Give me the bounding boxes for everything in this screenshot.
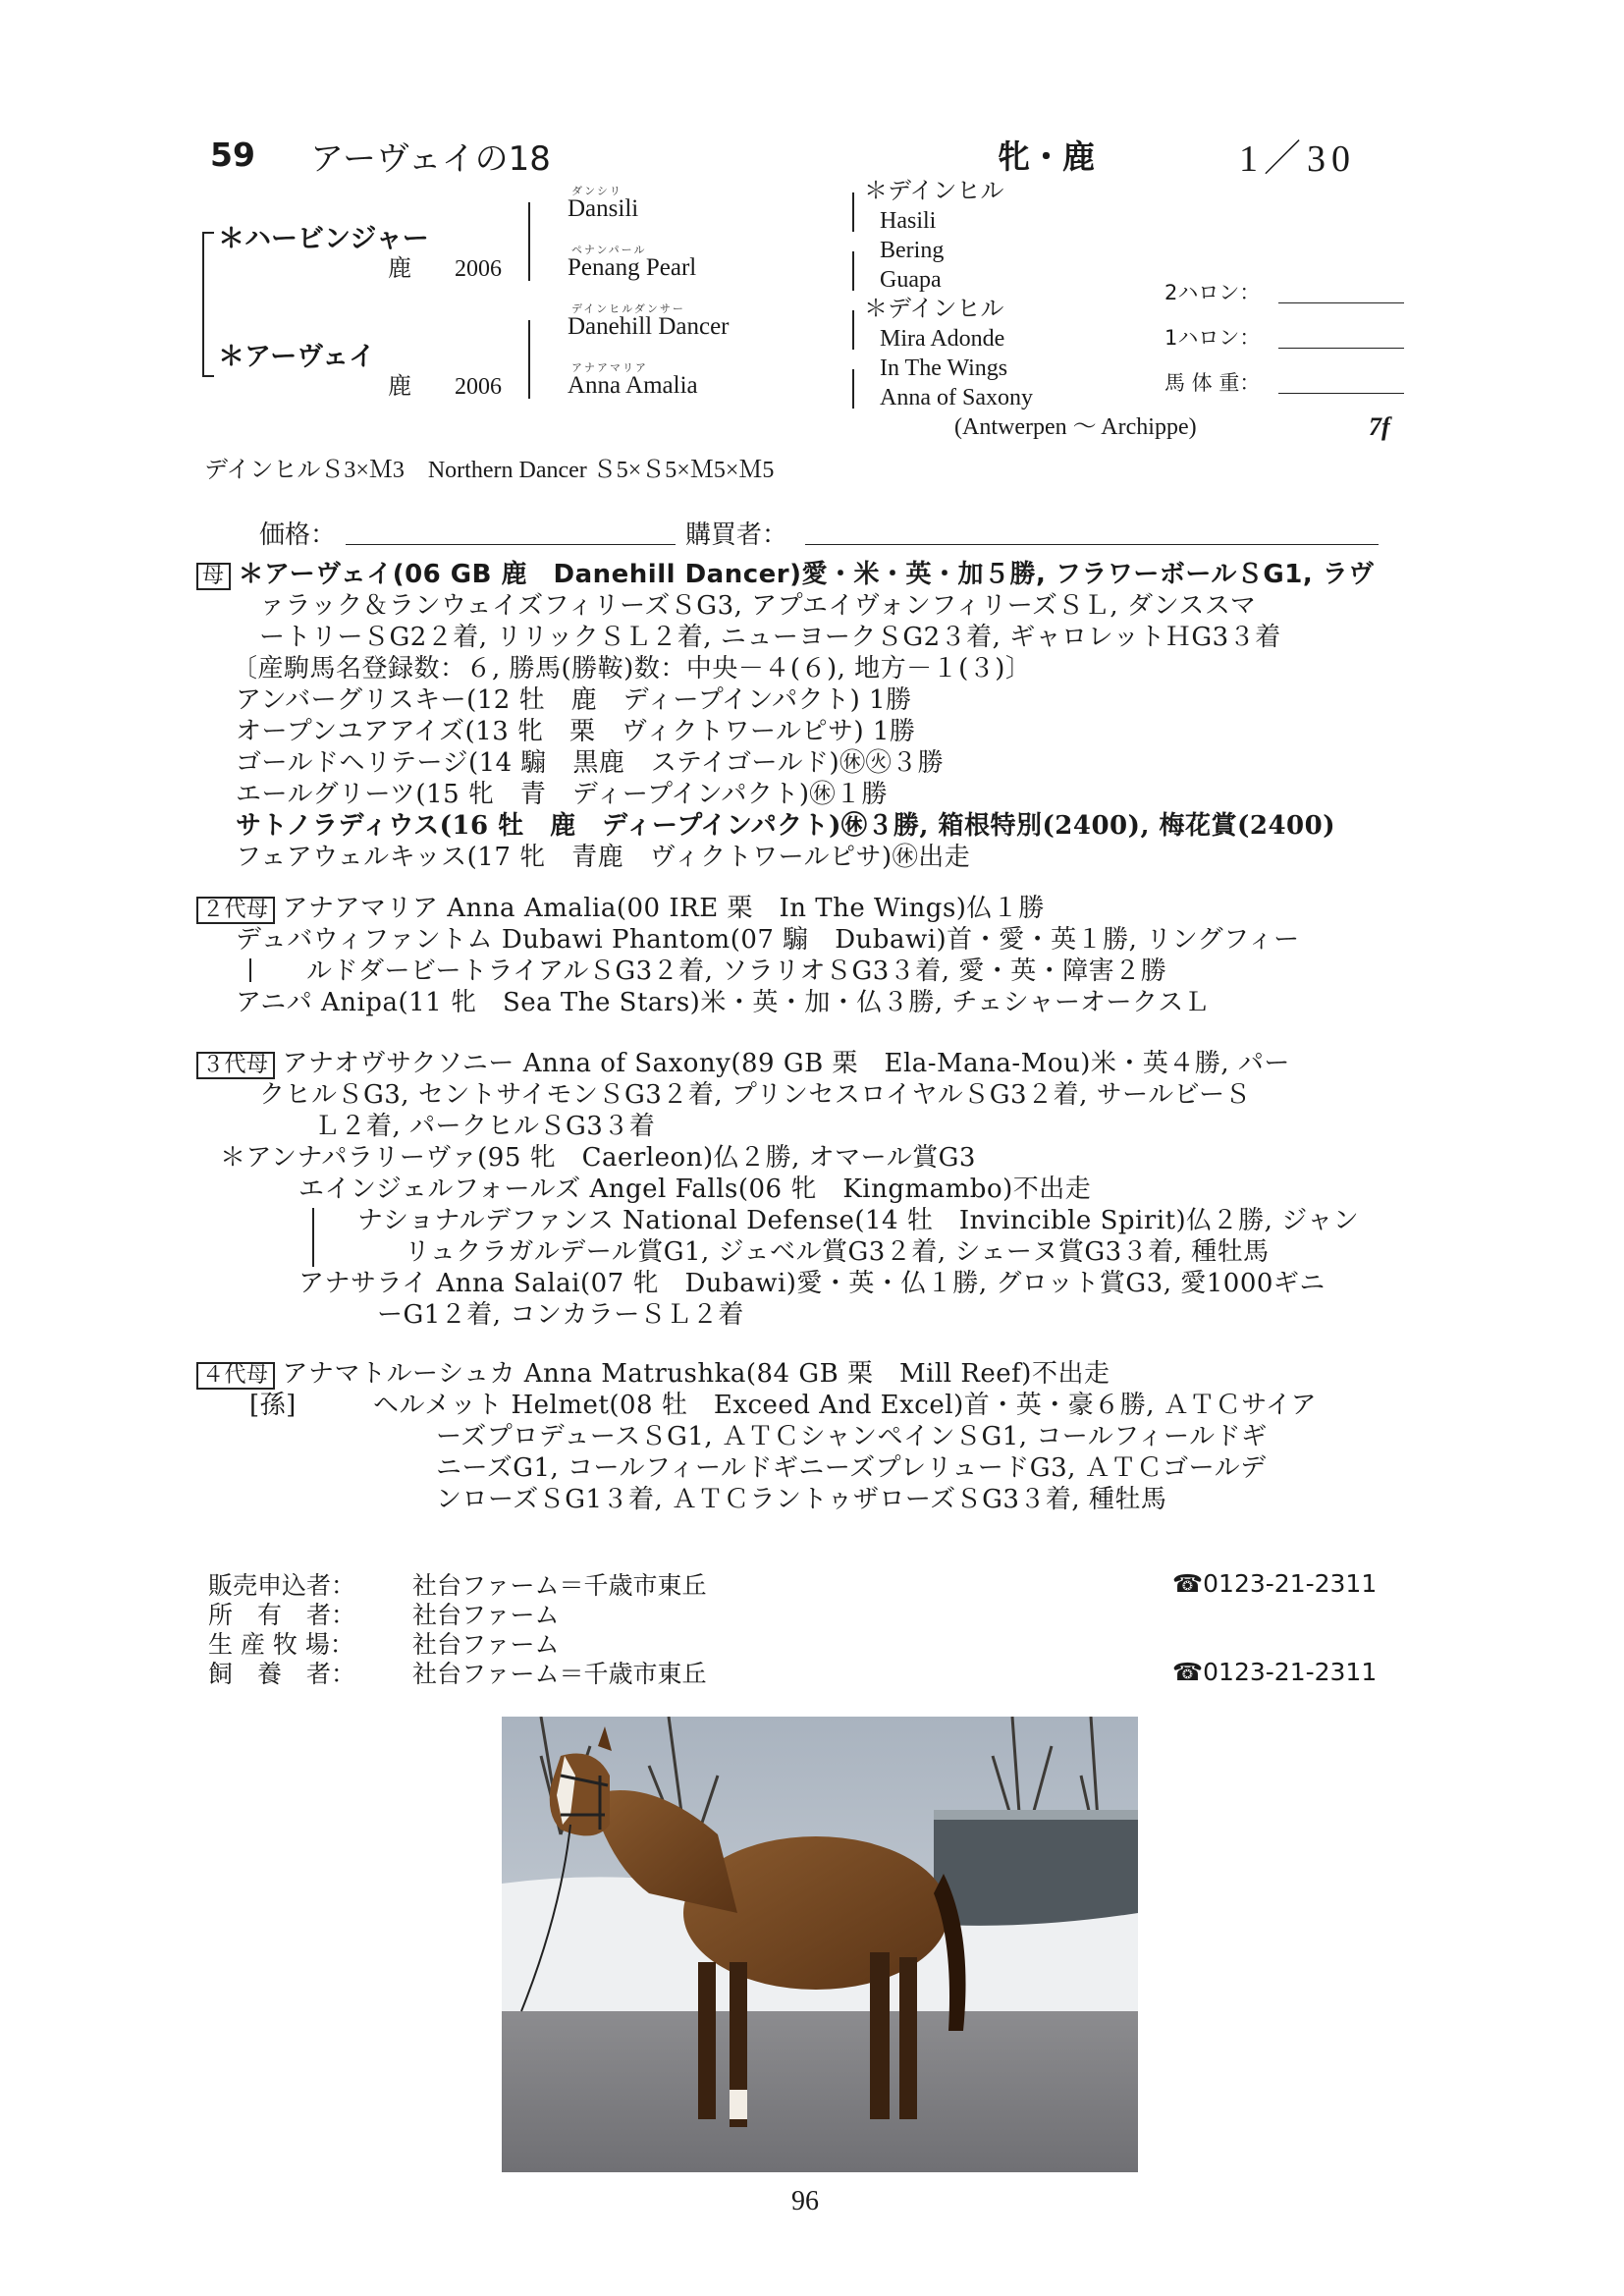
gen2-ruby: デインヒルダンサー — [571, 302, 685, 315]
gen3-name: Bering — [880, 238, 945, 263]
dam-line: ゴールドヘリテージ(14 騸 黒鹿 ステイゴールド)㊡㊋３勝 — [236, 748, 945, 778]
second-dam-line: デュバウィファントム Dubawi Phantom(07 騸 Dubawi)首・愛・英１勝, リングフィー — [236, 925, 1300, 955]
gen3-name: Anna of Saxony — [880, 385, 1033, 410]
dam-line: ァラック＆ランウェイズフィリーズＳG3, アプエイヴォンフィリーズＳＬ, ダンススマ — [259, 591, 1257, 621]
dam-line: フェアウェルキッス(17 牝 青鹿 ヴィクトワールピサ)㊡出走 — [236, 843, 971, 872]
weight-label: 馬 体 重： — [1164, 371, 1261, 395]
third-dam-line: アナオヴサクソニー Anna of Saxony(89 GB 栗 Ela-Mana-Mou)米・英４勝, パー — [282, 1049, 1290, 1078]
third-dam-line: Ｌ２着, パークヒルＳG3３着 — [314, 1112, 656, 1141]
fourth-dam-label: ４代母 — [196, 1362, 275, 1390]
third-dam-line: リュクラガルデール賞G1, ジェベル賞G3２着, シェーヌ賞G3３着, 種牡馬 — [405, 1237, 1270, 1267]
second-dam-line: ルドダービートライアルＳG3２着, ソラリオＳG3３着, 愛・英・障害２勝 — [306, 957, 1167, 986]
third-dam-line: エインジェルフォールズ Angel Falls(06 牝 Kingmambo)不出走 — [298, 1175, 1092, 1204]
gen2-ruby: アナアマリア — [571, 361, 648, 374]
dam-line: ートリーＳG2２着, リリックＳＬ２着, ニューヨークＳG2３着, ギャロレットＨG3３着 — [259, 623, 1281, 652]
contact-value: 社台ファーム＝千歳市東丘 — [412, 1660, 707, 1688]
contact-role: 所 有 者： — [208, 1601, 356, 1629]
gen3-name: Guapa — [880, 267, 942, 293]
sire-name: ＊ハービンジャー — [218, 224, 429, 254]
gen2-name: Danehill Dancer — [568, 313, 730, 340]
bay-filly-photo — [502, 1717, 1138, 2172]
lot-number: 59 — [210, 136, 255, 174]
gen3-name: ＊デインヒル — [864, 177, 1004, 204]
gen3-name: ＊デインヒル — [864, 295, 1004, 322]
third-dam-line: ＊アンナパラリーヴァ(95 牝 Caerleon)仏２勝, オマール賞G3 — [220, 1143, 976, 1173]
fourth-dam-line: ンローズＳG1３着, ＡＴＣラントゥザローズＳG3３着, 種牡馬 — [436, 1485, 1167, 1514]
one-furlong-blank — [1278, 348, 1404, 349]
dam-line: オープンユアアイズ(13 牝 栗 ヴィクトワールピサ) 1勝 — [236, 717, 916, 746]
gen2-ruby: ペナンパール — [571, 244, 647, 256]
page-count: 1／30 — [1239, 138, 1357, 180]
price-label: 価格： — [259, 520, 337, 549]
two-furlong-label: 2ハロン： — [1164, 281, 1261, 304]
gen2-ruby: ダンシリ — [571, 185, 623, 197]
dam-line: ＊アーヴェイ(06 GB 鹿 Danehill Dancer)愛・米・英・加５勝, フラワーボールＳG1, ラヴ — [238, 560, 1375, 589]
third-dam-line: クヒルＳG3, セントサイモンＳG3２着, プリンセスロイヤルＳG3２着, サールビーＳ — [259, 1080, 1252, 1110]
contact-role: 販売申込者： — [208, 1571, 356, 1600]
gen3-name: Mira Adonde — [880, 326, 1005, 352]
dam-line: エールグリーツ(15 牝 青 ディープインパクト)㊡１勝 — [236, 780, 889, 809]
fourth-dam-line: ヘルメット Helmet(08 牡 Exceed And Excel)首・英・豪６勝, ＡＴＣサイア — [373, 1391, 1318, 1420]
horse-name: アーヴェイの18 — [310, 139, 551, 179]
fourth-dam-line: アナマトルーシュカ Anna Matrushka(84 GB 栗 Mill Reef)不出走 — [282, 1359, 1110, 1389]
pedigree-extra: (Antwerpen ～ Archippe) — [954, 414, 1197, 440]
contact-value: 社台ファーム — [412, 1601, 560, 1629]
third-dam-label: ３代母 — [196, 1052, 275, 1079]
dam-label: 母 — [196, 563, 231, 590]
contact-value: 社台ファーム＝千歳市東丘 — [412, 1571, 707, 1600]
sire-year: 2006 — [455, 256, 502, 282]
gen3-name: Hasili — [880, 208, 937, 234]
buyer-blank — [805, 544, 1379, 545]
one-furlong-label: 1ハロン： — [1164, 326, 1261, 350]
fourth-dam-line: ーズプロデュースＳG1, ＡＴＣシャンペインＳG1, コールフィールドギ — [436, 1422, 1268, 1451]
page-number: 96 — [791, 2186, 819, 2216]
gen2-name: Penang Pearl — [568, 254, 697, 281]
family-number: 7f — [1369, 412, 1390, 441]
buyer-label: 購買者： — [685, 520, 788, 549]
dam-line: サトノラディウス(16 牡 鹿 ディープインパクト)㊡３勝, 箱根特別(2400), 梅花賞(2400) — [236, 811, 1336, 841]
fourth-dam-line: ニーズG1, コールフィールドギニーズプレリュードG3, ＡＴＣゴールデ — [436, 1453, 1267, 1483]
contact-tel: ☎0123-21-2311 — [1172, 1569, 1378, 1598]
grandchild-label: [孫] — [249, 1391, 297, 1420]
dam-line: 〔産駒馬名登録数：６, 勝馬(勝鞍)数：中央－４(６), 地方－１(３)〕 — [232, 654, 1032, 683]
price-blank — [346, 544, 676, 545]
third-dam-line: ーG1２着, コンカラーＳＬ２着 — [377, 1300, 744, 1330]
gen3-name: In The Wings — [880, 355, 1008, 381]
second-dam-label: ２代母 — [196, 897, 275, 924]
third-dam-line: ナショナルデファンス National Defense(14 牡 Invincible Spirit)仏２勝, ジャン — [357, 1206, 1360, 1235]
weight-blank — [1278, 393, 1404, 394]
gen2-name: Anna Amalia — [568, 372, 698, 399]
gen2-name: Dansili — [568, 195, 639, 222]
inbreeding: デインヒルＳ3×Ｍ3 Northern Dancer Ｓ5×Ｓ5×Ｍ5×Ｍ5 — [204, 458, 775, 483]
contact-value: 社台ファーム — [412, 1630, 560, 1659]
two-furlong-blank — [1278, 302, 1404, 303]
sex-color: 牝・鹿 — [998, 137, 1095, 176]
dam-line: アンバーグリスキー(12 牡 鹿 ディープインパクト) 1勝 — [236, 685, 912, 715]
third-dam-line: アナサライ Anna Salai(07 牝 Dubawi)愛・英・仏１勝, グロット賞G3, 愛1000ギニ — [298, 1269, 1326, 1298]
second-dam-line: アナアマリア Anna Amalia(00 IRE 栗 In The Wings)仏１勝 — [282, 894, 1045, 923]
second-dam-line: アニパ Anipa(11 牝 Sea The Stars)米・英・加・仏３勝, チェシャーオークスＬ — [236, 988, 1211, 1017]
sire-color: 鹿 — [388, 256, 411, 282]
contact-tel: ☎0123-21-2311 — [1172, 1658, 1378, 1686]
dam-name: ＊アーヴェイ — [218, 342, 376, 372]
dam-year: 2006 — [455, 374, 502, 400]
contact-role: 生 産 牧 場： — [208, 1630, 354, 1659]
dam-color: 鹿 — [388, 374, 411, 400]
contact-role: 飼 養 者： — [208, 1660, 356, 1688]
